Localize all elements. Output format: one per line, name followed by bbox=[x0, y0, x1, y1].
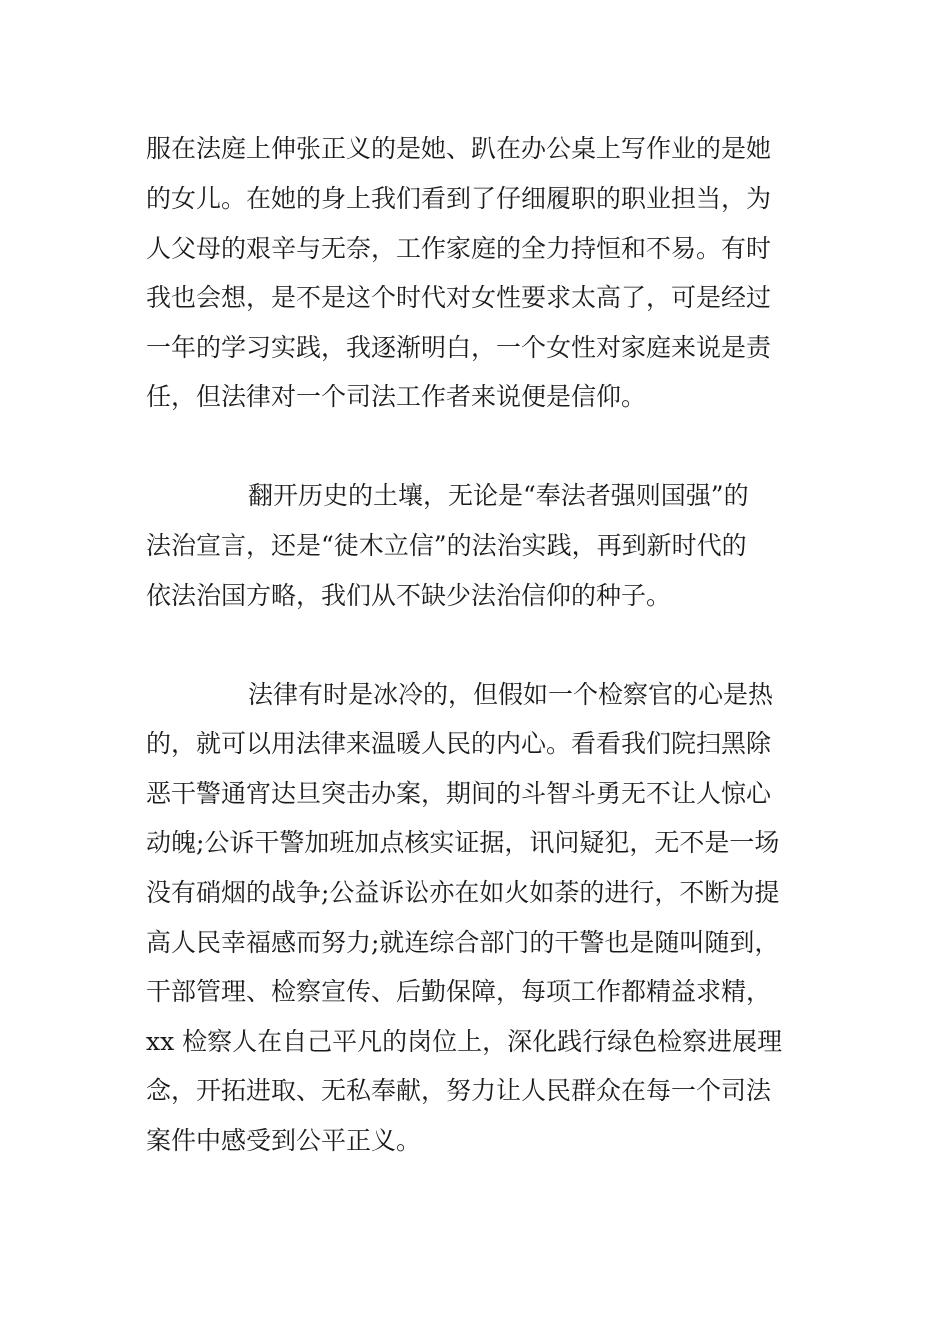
paragraph-line: 我也会想，是不是这个时代对女性要求太高了，可是经过 bbox=[146, 283, 772, 312]
paragraph-line: 服在法庭上伸张正义的是她、趴在办公桌上写作业的是她 bbox=[146, 134, 772, 163]
paragraph-line: 念，开拓进取、无私奉献，努力让人民群众在每一个司法 bbox=[146, 1076, 772, 1105]
paragraph-line: 恶干警通宵达旦突击办案，期间的斗智斗勇无不让人惊心 bbox=[146, 779, 772, 808]
paragraph-line: 干部管理、检察宣传、后勤保障，每项工作都精益求精， bbox=[146, 977, 772, 1006]
paragraph-line: 翻开历史的土壤，无论是“奉法者强则国强”的 bbox=[248, 481, 749, 510]
paragraph-line: 法律有时是冰冷的，但假如一个检察官的心是热 bbox=[248, 680, 774, 709]
paragraph-line: xx 检察人在自己平凡的岗位上，深化践行绿色检察进展理 bbox=[146, 1027, 783, 1056]
paragraph-line: 案件中感受到公平正义。 bbox=[146, 1126, 422, 1155]
paragraph-line: 动魄;公诉干警加班加点核实证据，讯问疑犯，无不是一场 bbox=[146, 828, 780, 857]
paragraph-line: 依法治国方略，我们从不缺少法治信仰的种子。 bbox=[146, 581, 672, 610]
paragraph-line: 没有硝烟的战争;公益诉讼亦在如火如荼的进行，不断为提 bbox=[146, 878, 780, 907]
paragraph-line: 高人民幸福感而努力;就连综合部门的干警也是随叫随到， bbox=[146, 928, 780, 957]
paragraph-line: 的女儿。在她的身上我们看到了仔细履职的职业担当，为 bbox=[146, 184, 772, 213]
paragraph-line: 一年的学习实践，我逐渐明白，一个女性对家庭来说是责 bbox=[146, 333, 772, 362]
paragraph-line: 人父母的艰辛与无奈，工作家庭的全力持恒和不易。有时 bbox=[146, 234, 772, 263]
paragraph-line: 任，但法律对一个司法工作者来说便是信仰。 bbox=[146, 382, 647, 411]
paragraph-line: 法治宣言，还是“徒木立信”的法治实践，再到新时代的 bbox=[146, 531, 747, 560]
paragraph-line: 的，就可以用法律来温暖人民的内心。看看我们院扫黑除 bbox=[146, 729, 772, 758]
